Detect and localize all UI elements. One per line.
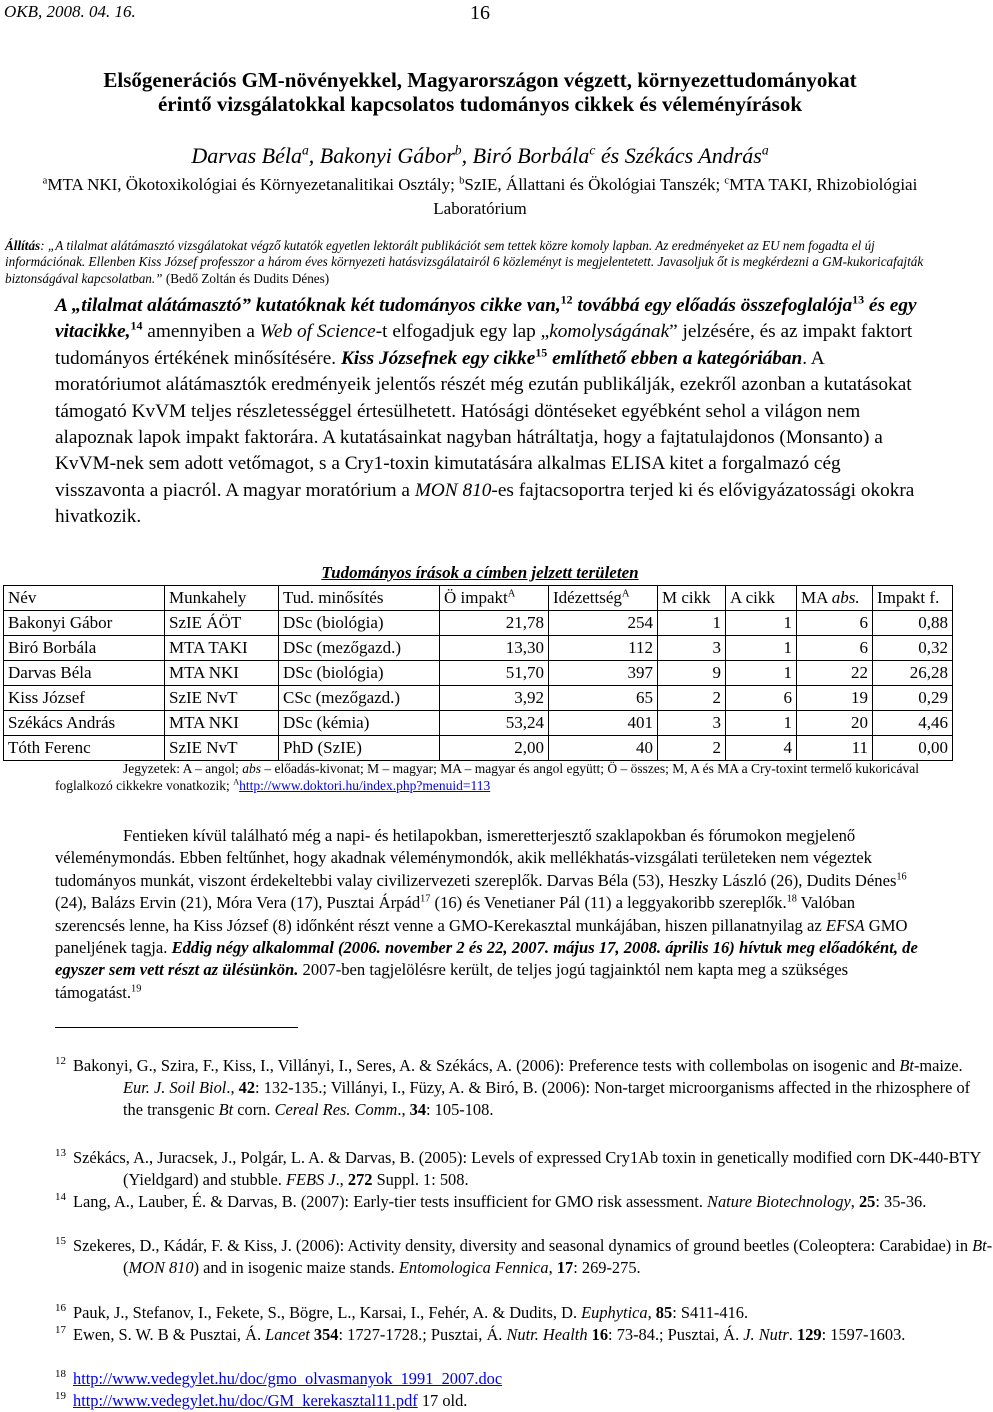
journal: Cereal Res. Comm (274, 1100, 398, 1119)
col-header-sup: A (621, 588, 630, 600)
col-header-sup: A (507, 588, 516, 600)
journal: Nutr. Health (506, 1325, 588, 1344)
claim-source: (Bedő Zoltán és Dudits Dénes) (162, 270, 330, 286)
title-line-2: érintő vizsgálatokkal kapcsolatos tudományos cikkek és véleményírások (157, 92, 803, 116)
cell-degree: DSc (biológia) (279, 661, 440, 686)
col-header-text: Ö impakt (444, 588, 508, 607)
footnote-number: 12 (55, 1055, 66, 1067)
text-run: Web of Science (259, 321, 376, 343)
cell-workplace: SzIE NvT (165, 736, 279, 761)
text-run: Kiss Józsefnek egy cikke (340, 347, 536, 369)
col-header (279, 586, 440, 611)
cell-name: Székács András (4, 711, 165, 736)
cell-name: Tóth Ferenc (4, 736, 165, 761)
volume: 25 (858, 1192, 876, 1211)
journal: J. Nutr (743, 1325, 789, 1344)
cell-impact-factor: 0,00 (873, 736, 953, 761)
cell-name: Biró Borbála (4, 636, 165, 661)
cell-m-papers: 1 (658, 611, 726, 636)
text-run: Ewen, S. W. B & Pusztai, Á. (73, 1325, 266, 1344)
affil-mark: c (724, 175, 730, 187)
table-row (4, 711, 953, 736)
volume: 16 (591, 1325, 609, 1344)
separator: , (461, 143, 473, 168)
separator: és (595, 143, 625, 168)
footnote-13 (55, 1142, 993, 1191)
footnote-separator (55, 1027, 298, 1028)
cell-total-impact: 3,92 (440, 686, 549, 711)
cell-name: Bakonyi Gábor (4, 611, 165, 636)
text-run: Székács, A., Juracsek, J., Polgár, L. A. & Darvas, B. (2005): Levels of expressed Cry1Ab toxin in genetically modified corn DK-440-BTY (Yieldgard) and stubble. (73, 1148, 981, 1189)
affiliation: SzIE, Állattani és Ökológiai Tanszék; (464, 175, 725, 194)
volume: 34 (409, 1100, 427, 1119)
text-run: Bt (972, 1236, 987, 1255)
text-run: MON 810 (414, 479, 492, 501)
main-paragraph (55, 293, 925, 531)
col-header-text: MA (801, 588, 832, 607)
footnote-ref[interactable]: 19 (131, 983, 142, 995)
text-run: komolyságának (549, 321, 670, 343)
footnote-ref[interactable]: 14 (130, 318, 143, 333)
text-run: Fentieken kívül található még a napi- és hetilapokban, ismeretterjesztő szaklapokban és fórumokon megjelenő véleménymondás. Ebben feltűnhet, hogy akadnak véleménymondók, akik mellékhatás-vizsgálati területeken nem végeztek tudományos munkát, viszont érdekeltebbi valay civilizervezeti szereplők. Darvas Béla (53), Heszky László (26), Dudits Dénes (55, 826, 897, 890)
cell-workplace: SzIE NvT (165, 686, 279, 711)
footnote-ref[interactable]: 18 (786, 893, 797, 905)
cell-citations: 112 (549, 636, 658, 661)
cell-degree: PhD (SzIE) (279, 736, 440, 761)
volume: 42 (238, 1078, 256, 1097)
notes-text: abs (242, 761, 261, 776)
table-row (4, 686, 953, 711)
footnote-17 (55, 1319, 993, 1346)
author: Biró Borbála (472, 143, 590, 168)
col-header (440, 586, 549, 611)
volume: 354 (313, 1325, 339, 1344)
affil-mark: a (301, 142, 309, 158)
cell-impact-factor: 26,28 (873, 661, 953, 686)
text-run: : 1727-1728.; Pusztai, Á. (338, 1325, 507, 1344)
text-run: -es fajtacsoportra terjed ki és elővigyázatossági okokra hivatkozik. (55, 479, 915, 528)
cell-m-papers: 9 (658, 661, 726, 686)
cell-workplace: MTA NKI (165, 711, 279, 736)
text-run: amennyiben a (142, 321, 260, 343)
col-header-text: Tud. minősítés (283, 588, 384, 607)
cell-workplace: MTA TAKI (165, 636, 279, 661)
text-run: Valóban szerencsés lenne, ha Kiss József (8) időnként részt venne a GMO-Kerekasztal munkájában, hiszen pillanatnyilag az (55, 893, 856, 935)
cell-degree: DSc (kémia) (279, 711, 440, 736)
text-run: ., (335, 1170, 348, 1189)
cell-name: Darvas Béla (4, 661, 165, 686)
footnote-number: 17 (55, 1324, 66, 1336)
cell-m-papers: 2 (658, 686, 726, 711)
vedegylet-doc-link[interactable]: http://www.vedegylet.hu/doc/gmo_olvasmanyok_1991_2007.doc (73, 1369, 503, 1388)
table-row (4, 736, 953, 761)
affil-mark: c (589, 142, 596, 158)
footnote-12 (55, 1050, 993, 1121)
cell-degree: DSc (biológia) (279, 611, 440, 636)
text-run: ., (397, 1100, 410, 1119)
text-run: -t elfogadjuk egy lap „ (375, 321, 550, 343)
journal: Entomologica Fennica (398, 1258, 549, 1277)
text-run: és egy vitacikke, (55, 295, 917, 343)
footnote-ref[interactable]: 13 (852, 292, 865, 307)
text-run: Pauk, J., Stefanov, I., Fekete, S., Bögre, L., Karsai, I., Fehér, A. & Dudits, D. (73, 1303, 582, 1322)
affil-mark: a (761, 142, 769, 158)
text-run: ) and in isogenic maize stands. (193, 1258, 399, 1277)
cell-a-papers: 6 (726, 686, 797, 711)
footnote-14 (55, 1186, 993, 1213)
text-run: Suppl. 1: 508. (372, 1170, 469, 1189)
text-run: : 73-84.; Pusztai, Á. (608, 1325, 744, 1344)
author: Darvas Béla (191, 143, 302, 168)
text-run: Lang, A., Lauber, É. & Darvas, B. (2007): Early-tier tests insufficient for GMO risk assessment. (73, 1192, 708, 1211)
cell-citations: 65 (549, 686, 658, 711)
text-run: 2007-ben tagjelölésre került, de teljes jogú tagjainktól nem kapta meg a szükséges támogatást. (55, 960, 849, 1002)
text-run: Bakonyi, G., Szira, F., Kiss, I., Villányi, I., Seres, A. & Székács, A. (2006): Preference tests with collembolas on isogenic and (73, 1056, 900, 1075)
cell-a-papers: 1 (726, 611, 797, 636)
text-run: . (788, 1325, 797, 1344)
text-run: Eddig négy alkalommal (2006. november 2 és 22, 2007. május 17, 2008. április 16) hívtuk meg előadóként, de egyszer sem vett részt az ülésünkön. (55, 938, 918, 980)
col-header-text: Idézettség (553, 588, 622, 607)
col-header: Név (4, 586, 165, 611)
text-run: MON 810 (128, 1258, 194, 1277)
footnote-ref[interactable]: 16 (896, 871, 907, 883)
text-run: , (647, 1303, 656, 1322)
cell-citations: 397 (549, 661, 658, 686)
cell-a-papers: 4 (726, 736, 797, 761)
text-run: A „tilalmat alátámasztó” kutatóknak két tudományos cikke van, (55, 295, 561, 316)
notes-sup: A (233, 777, 240, 787)
table-row (4, 611, 953, 636)
cell-total-impact: 51,70 (440, 661, 549, 686)
affil-mark: b (454, 142, 462, 158)
cell-impact-factor: 0,32 (873, 636, 953, 661)
cell-name: Kiss József (4, 686, 165, 711)
journal: Nature Biotechnology (707, 1192, 851, 1211)
claim-label: Állítás (5, 238, 41, 253)
journal: FEBS J (285, 1170, 336, 1189)
text-run: : 269-275. (573, 1258, 641, 1277)
cell-a-papers: 1 (726, 636, 797, 661)
cell-a-papers: 1 (726, 661, 797, 686)
claim-quote (5, 238, 955, 287)
cell-ma-abs: 20 (797, 711, 873, 736)
footnote-ref[interactable]: 12 (560, 292, 573, 307)
text-run: Szekeres, D., Kádár, F. & Kiss, J. (2006): Activity density, diversity and seasonal dynamics of ground beetles (Coleoptera: Carabidae) in (73, 1236, 973, 1255)
col-header: A cikk (726, 586, 797, 611)
cell-ma-abs: 6 (797, 636, 873, 661)
cell-m-papers: 3 (658, 636, 726, 661)
volume: 17 (556, 1258, 574, 1277)
volume: 272 (347, 1170, 373, 1189)
text-run: (24), Balázs Ervin (21), Móra Vera (17), Pusztai Árpád (55, 893, 421, 913)
vedegylet-pdf-link[interactable]: http://www.vedegylet.hu/doc/GM_kerekasztal11.pdf (73, 1391, 418, 1410)
cell-total-impact: 2,00 (440, 736, 549, 761)
table-caption: Tudományos írások a címben jelzett területen (321, 563, 639, 582)
journal: Euphytica (581, 1303, 648, 1322)
cell-m-papers: 3 (658, 711, 726, 736)
table-header-row (4, 586, 953, 611)
text-run: : S411-416. (672, 1303, 749, 1322)
footnote-ref[interactable]: 17 (420, 893, 431, 905)
text-run: EFSA (825, 915, 865, 935)
doktori-link[interactable]: http://www.doktori.hu/index.php?menuid=113 (239, 778, 491, 793)
affiliation: MTA NKI, Ökotoxikológiai és Környezetanalitikai Osztály; (47, 175, 460, 194)
text-run: GMO paneljének tagja. (55, 915, 908, 958)
volume: 85 (655, 1303, 673, 1322)
text-run: . A moratóriumot alátámasztók eredményeik jelentős részét még ezután publikálják, ezekről azonban a kutatásokat támogató KvVM teljes részletességgel értesülhetett. Hatósági döntéseket egyébként sehol a világon nem alapoznak lapok impakt faktorára. A kutatásainkat nagyban hátráltatja, hogy a fajtatulajdonos (Monsanto) a KvVM-nek sem adott vetőmagot, s a Cry1-toxin kimutatására alkalmas ELISA kitet a forgalmazó cég visszavonta a piacról. A magyar moratórium a (55, 347, 912, 501)
footnote-ref[interactable]: 15 (535, 345, 548, 360)
text-run: corn. (233, 1100, 275, 1119)
cell-a-papers: 1 (726, 711, 797, 736)
cell-citations: 401 (549, 711, 658, 736)
table-notes (55, 760, 935, 794)
affiliation: MTA TAKI, Rhizobiológiai Laboratórium (433, 175, 918, 218)
cell-total-impact: 53,24 (440, 711, 549, 736)
cell-workplace: MTA NKI (165, 661, 279, 686)
col-header (797, 586, 873, 611)
affil-mark: b (459, 175, 465, 187)
text-run: továbbá egy előadás összefoglalója (572, 295, 853, 316)
text-run: , (548, 1258, 557, 1277)
text-run: : 105-108. (426, 1100, 494, 1119)
text-run: 17 old. (417, 1391, 468, 1410)
cell-citations: 40 (549, 736, 658, 761)
footnote-19 (55, 1385, 993, 1412)
text-run: ” jelzésére, és az impakt faktort tudományos értékének minősítésére. (55, 321, 913, 369)
affiliations (20, 173, 940, 221)
footnote-number: 18 (55, 1368, 66, 1380)
notes-text: Jegyzetek: A – angol; (123, 761, 243, 776)
volume: 129 (797, 1325, 822, 1344)
cell-impact-factor: 0,29 (873, 686, 953, 711)
journal: Lancet (265, 1325, 310, 1344)
text-run: , (850, 1192, 859, 1211)
cell-citations: 254 (549, 611, 658, 636)
document-title (40, 68, 920, 116)
col-header: Impakt f. (873, 586, 953, 611)
text-run: -maize. (913, 1056, 963, 1075)
cell-impact-factor: 4,46 (873, 711, 953, 736)
text-run: : 35-36. (875, 1192, 927, 1211)
cell-workplace: SzIE ÁÖT (165, 611, 279, 636)
col-header (549, 586, 658, 611)
cell-total-impact: 21,78 (440, 611, 549, 636)
affil-mark: a (42, 175, 48, 187)
header-date: OKB, 2008. 04. 16. (4, 2, 136, 21)
publications-table (3, 585, 953, 761)
cell-ma-abs: 11 (797, 736, 873, 761)
text-run: : 1597-1603. (821, 1325, 906, 1344)
author: Bakonyi Gábor (319, 143, 455, 168)
text-run: Bt (899, 1056, 914, 1075)
journal: Eur. J. Soil Biol (123, 1078, 227, 1097)
cell-ma-abs: 6 (797, 611, 873, 636)
text-run: említhető ebben a kategóriában (547, 347, 803, 369)
col-header: Munkahely (165, 586, 279, 611)
author: Székács András (624, 143, 762, 168)
separator: , (308, 143, 320, 168)
cell-ma-abs: 19 (797, 686, 873, 711)
second-paragraph (55, 825, 925, 1004)
claim-text: : „A tilalmat alátámasztó vizsgálatokat végző kutatók egyetlen lektorált publikációt sem tettek közre komoly lapban. Az eredményeket az EU nem fogadta el új információnak. Ellenben Kiss József professzor a három éves környezeti hatásvizsgálatairól 6 közleményt is megjelentetett. Javasoljuk őt is megkérdezni a GM-kukoricafajták biztonságával kapcsolatban.” (5, 238, 924, 286)
footnote-number: 14 (55, 1191, 66, 1203)
cell-degree: CSc (mezőgazd.) (279, 686, 440, 711)
title-line-1: Elsőgenerációs GM-növényekkel, Magyarországon végzett, környezettudományokat (103, 68, 857, 92)
text-run: - ( (123, 1236, 993, 1277)
page-number: 16 (470, 2, 490, 24)
cell-total-impact: 13,30 (440, 636, 549, 661)
author-list (40, 143, 920, 169)
cell-m-papers: 2 (658, 736, 726, 761)
cell-impact-factor: 0,88 (873, 611, 953, 636)
cell-degree: DSc (mezőgazd.) (279, 636, 440, 661)
footnote-number: 16 (55, 1302, 66, 1314)
cell-ma-abs: 22 (797, 661, 873, 686)
table-row (4, 636, 953, 661)
text-run: ., (226, 1078, 239, 1097)
footnote-number: 19 (55, 1390, 66, 1402)
col-header-text: abs. (831, 588, 860, 607)
col-header: M cikk (658, 586, 726, 611)
footnote-15 (55, 1230, 993, 1279)
table-row (4, 661, 953, 686)
text-run: : 132-135.; Villányi, I., Füzy, A. & Biró, B. (2006): Non-target microorganisms affected in the rhizosphere of the transgenic (123, 1078, 971, 1119)
text-run: (16) és Venetianer Pál (11) a leggyakoribb szereplők. (430, 893, 787, 913)
text-run: Bt (218, 1100, 234, 1119)
notes-text: – előadás-kivonat; M – magyar; MA – magyar és angol együtt; Ö – összes; M, A és MA a Cry-toxint termelő kukoricával foglalkozó cikkekre vonatkozik; (55, 761, 920, 793)
footnote-number: 15 (55, 1235, 66, 1247)
footnote-number: 13 (55, 1147, 66, 1159)
